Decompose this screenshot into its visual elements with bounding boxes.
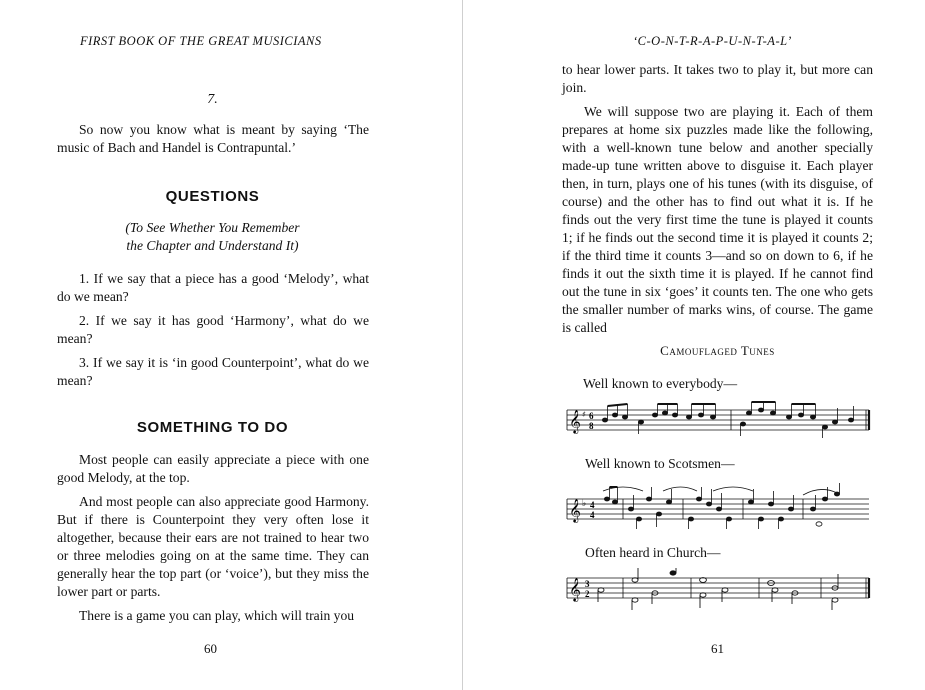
- intro-paragraph: So now you know what is meant by saying ‘The music of Bach and Handel is Contrapuntal.’: [57, 122, 369, 155]
- intro-block: [57, 121, 369, 163]
- page-number-right: 61: [711, 641, 724, 656]
- music-staff-everybody: [563, 398, 875, 444]
- questions-subtitle-line2: the Chapter and Understand It): [126, 238, 299, 253]
- music-staff-scotsmen: [563, 483, 875, 533]
- game-paragraph: We will suppose two are playing it. Each of them prepares at home six puzzles made like the following, with a well-known tune below and another specially made-up tune written above to disguise it. Each player then, in turn, plays one of his tunes (with its disguise, of course) and the other has to find out what it is. If he finds out the very first time the tune is played it counts 1; if he finds out the second time it is played it counts 2; if the third time it counts 3—and so on down to 6, if he finds it out the sixth time it is played. If he cannot find out the tune in six ‘goes’ it counts ten. The one who gets the smaller number of marks wins, of course. The game is called: [562, 104, 873, 335]
- right-text-block: [562, 61, 873, 343]
- svg-text:𝄞: 𝄞: [569, 577, 581, 601]
- left-page: [0, 0, 462, 690]
- example-label: Often heard in Church—: [585, 545, 721, 560]
- svg-text:𝄞: 𝄞: [569, 498, 581, 522]
- svg-text:4: 4: [590, 510, 595, 520]
- activity-block: [57, 451, 369, 631]
- example-label: Well known to everybody—: [583, 376, 738, 391]
- page-number-left: 60: [204, 641, 217, 656]
- game-title: Camouflaged Tunes: [660, 343, 775, 358]
- questions-list: [57, 270, 369, 396]
- continuation-paragraph: to hear lower parts. It takes two to play it, but more can join.: [562, 62, 873, 95]
- svg-text:♭: ♭: [582, 499, 587, 509]
- right-page: [463, 0, 925, 690]
- svg-text:2: 2: [585, 589, 590, 599]
- svg-text:4: 4: [590, 500, 595, 510]
- svg-text:8: 8: [589, 421, 594, 431]
- section-number: 7.: [207, 92, 218, 107]
- questions-heading: QUESTIONS: [165, 188, 260, 205]
- activity-paragraph: Most people can easily appreciate a piece with one good Melody, at the top.: [57, 452, 369, 485]
- svg-text:♯: ♯: [582, 410, 586, 419]
- question-item: 3. If we say it is ‘in good Counterpoint’, what do we mean?: [57, 355, 369, 388]
- activity-paragraph: There is a game you can play, which will train you: [79, 608, 355, 623]
- question-item: 1. If we say that a piece has a good ‘Melody’, what do we mean?: [57, 271, 369, 304]
- activity-heading: SOMETHING TO DO: [136, 419, 289, 436]
- questions-subtitle: [0, 219, 425, 255]
- svg-text:3: 3: [585, 579, 590, 589]
- svg-text:6: 6: [589, 411, 594, 421]
- questions-subtitle-line1: (To See Whether You Remember: [125, 220, 300, 235]
- svg-text:𝄞: 𝄞: [569, 409, 581, 433]
- question-item: 2. If we say it has good ‘Harmony’, what do we mean?: [57, 313, 369, 346]
- running-head-left: FIRST BOOK OF THE GREAT MUSICIANS: [80, 34, 322, 48]
- example-label: Well known to Scotsmen—: [585, 456, 735, 471]
- music-staff-church: [563, 568, 875, 610]
- activity-paragraph: And most people can also appreciate good Harmony. But if there is Counterpoint they very often lose it altogether, because their ears are not trained to hear two or three melodies going on at the same time. They can generally hear the top part (or ‘voice’), but they miss the lower part or parts.: [57, 494, 369, 599]
- running-head-right: ‘C-O-N-T-R-A-P-U-N-T-A-L’: [633, 34, 792, 48]
